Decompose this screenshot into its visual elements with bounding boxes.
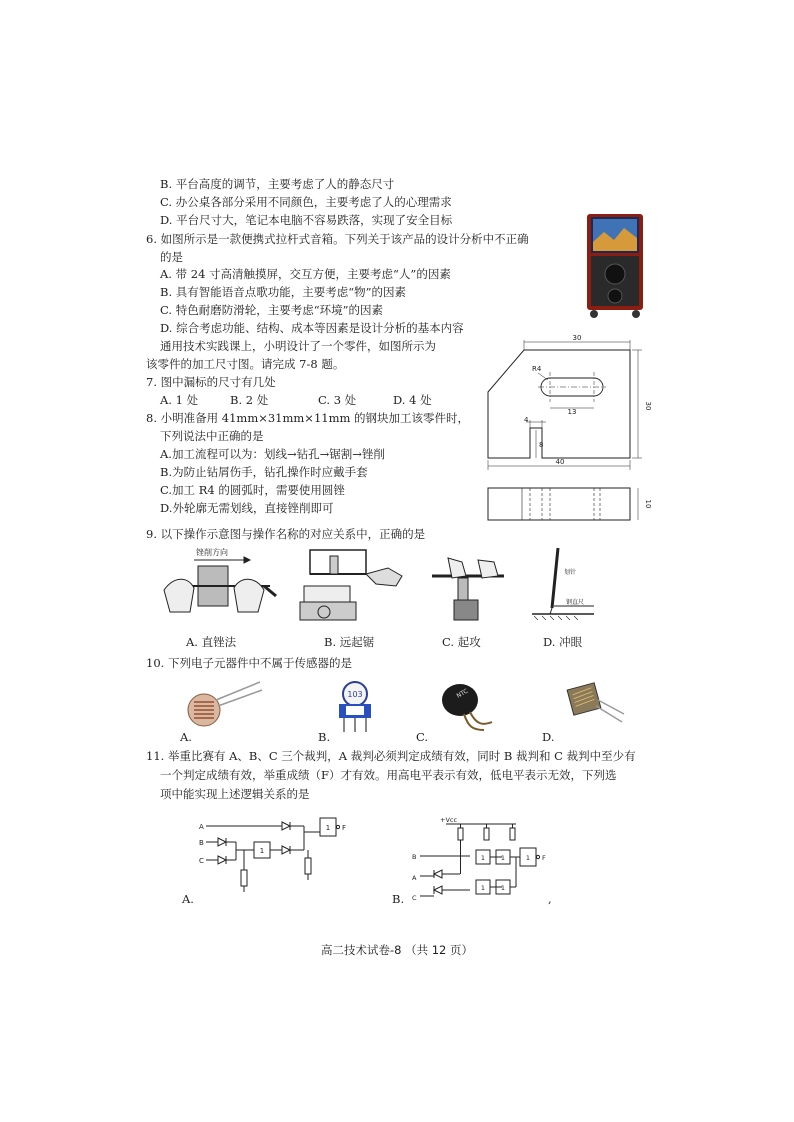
circuit-a-gate-2: 1 bbox=[325, 824, 331, 832]
potentiometer-image bbox=[330, 680, 380, 736]
circuit-a-input-a: A bbox=[199, 823, 204, 831]
circuit-b bbox=[406, 814, 556, 904]
circuit-a-output-f: F bbox=[342, 824, 347, 832]
q11-line-2: 一个判定成绩有效，举重成绩（F）才有效。用高电平表示有效，低电平表示无效，下列选 bbox=[160, 768, 617, 782]
q6-stem-cont: 的是 bbox=[160, 250, 183, 264]
dim-13: 13 bbox=[567, 408, 577, 416]
q10-stem: 10. 下列电子元器件中不属于传感器的是 bbox=[146, 656, 352, 670]
q9-caption-c: C. 起攻 bbox=[442, 635, 481, 649]
q7-option-d: D. 4 处 bbox=[393, 393, 432, 407]
circuit-b-input-c: C bbox=[412, 894, 417, 902]
q8-option-a: A.加工流程可以为：划线→钻孔→锯割→锉削 bbox=[160, 447, 385, 461]
circuit-b-gate-5: 1 bbox=[525, 854, 531, 862]
center-punch-illustration bbox=[528, 546, 598, 622]
option-5d: D. 平台尺寸大，笔记本电脑不容易跌落，实现了安全目标 bbox=[160, 213, 453, 227]
file-direction-label: 锉削方向 bbox=[196, 548, 228, 557]
q9-stem: 9. 以下操作示意图与操作名称的对应关系中，正确的是 bbox=[146, 527, 426, 541]
circuit-b-gate-3: 1 bbox=[500, 854, 506, 862]
circuit-b-gate-2: 1 bbox=[480, 884, 486, 892]
q8-option-b: B.为防止钻屑伤手，钻孔操作时应戴手套 bbox=[160, 465, 368, 479]
q6-option-d: D. 综合考虑功能、结构、成本等因素是设计分析的基本内容 bbox=[160, 321, 464, 335]
q6-option-a: A. 带 24 寸高清触摸屏，交互方便，主要考虑“人”的因素 bbox=[160, 267, 451, 281]
q9-caption-a: A. 直锉法 bbox=[186, 635, 237, 649]
steel-ruler-label: 钢直尺 bbox=[566, 599, 585, 606]
q10-caption-a: A. bbox=[180, 730, 192, 744]
photoresistor-image bbox=[180, 676, 266, 730]
humidity-sensor-image bbox=[566, 680, 626, 730]
circuit-b-input-b: B bbox=[412, 853, 417, 861]
option-5b: B. 平台高度的调节，主要考虑了人的静态尺寸 bbox=[160, 177, 395, 191]
circuit-a-gate-1: 1 bbox=[259, 847, 265, 855]
q10-caption-c: C. bbox=[416, 730, 429, 744]
sawing-illustration bbox=[296, 546, 408, 626]
dim-4: 4 bbox=[524, 416, 529, 424]
circuit-a-input-b: B bbox=[199, 839, 204, 847]
q8-stem-cont: 下列说法中正确的是 bbox=[160, 429, 264, 443]
q9-caption-b: B. 远起锯 bbox=[324, 635, 375, 649]
dim-r4: R4 bbox=[532, 365, 542, 373]
q8-option-d: D.外轮廓无需划线，直接锉削即可 bbox=[160, 501, 334, 515]
q11-line-1: 11. 举重比赛有 A、B、C 三个裁判，A 裁判必须判定成绩有效，同时 B 裁判和 C 裁判中至少有 bbox=[146, 749, 636, 763]
pot-code: 103 bbox=[347, 690, 363, 699]
q10-caption-b: B. bbox=[318, 730, 331, 744]
circuit-b-gate-1: 1 bbox=[480, 854, 486, 862]
dim-40: 40 bbox=[555, 458, 565, 466]
ntc-label: NTC bbox=[455, 687, 470, 700]
q11-line-3: 项中能实现上述逻辑关系的是 bbox=[160, 787, 310, 801]
speaker-image bbox=[584, 212, 646, 320]
tapping-illustration bbox=[428, 548, 512, 626]
circuit-b-gate-4: 1 bbox=[500, 884, 506, 892]
q7-stem: 7. 图中漏标的尺寸有几处 bbox=[146, 375, 276, 389]
dim-8: 8 bbox=[539, 441, 544, 449]
dim-10: 10 bbox=[644, 499, 652, 509]
q7-option-c: C. 3 处 bbox=[318, 393, 357, 407]
part-dimension-drawing bbox=[476, 330, 656, 530]
q7-option-b: B. 2 处 bbox=[230, 393, 269, 407]
circuit-a bbox=[196, 812, 366, 896]
option-5c: C. 办公桌各部分采用不同颜色，主要考虑了人的心理需求 bbox=[160, 195, 452, 209]
scriber-label: 划针 bbox=[564, 569, 577, 576]
circuit-b-vcc: +Vcc bbox=[440, 816, 458, 824]
q78-intro-2: 该零件的加工尺寸图。请完成 7-8 题。 bbox=[146, 357, 345, 371]
dim-30-vertical: 30 bbox=[644, 401, 652, 411]
ntc-thermistor-image bbox=[436, 678, 494, 732]
q7-option-a: A. 1 处 bbox=[160, 393, 199, 407]
page-footer: 高二技术试卷-8 （共 12 页） bbox=[320, 943, 474, 957]
q6-option-c: C. 特色耐磨防滑轮，主要考虑“环境”的因素 bbox=[160, 303, 383, 317]
q8-stem: 8. 小明准备用 41mm×31mm×11mm 的钢块加工该零件时， bbox=[146, 411, 470, 425]
q6-stem: 6. 如图所示是一款便携式拉杆式音箱。下列关于该产品的设计分析中不正确 bbox=[146, 232, 529, 246]
q10-caption-d: D. bbox=[542, 730, 555, 744]
circuit-a-input-c: C bbox=[199, 857, 204, 865]
q78-intro-1: 通用技术实践课上，小明设计了一个零件，如图所示为 bbox=[160, 339, 436, 353]
q11-caption-a: A. bbox=[182, 892, 194, 906]
q6-option-b: B. 具有智能语音点歌功能，主要考虑“物”的因素 bbox=[160, 285, 407, 299]
q8-option-c: C.加工 R4 的圆弧时，需要使用圆锉 bbox=[160, 483, 345, 497]
q11-trailing-comma: , bbox=[548, 892, 552, 906]
circuit-b-input-a: A bbox=[412, 874, 417, 882]
dim-30-top: 30 bbox=[572, 334, 582, 342]
q11-caption-b: B. bbox=[392, 892, 405, 906]
filing-illustration bbox=[160, 546, 278, 622]
q9-caption-d: D. 冲眼 bbox=[543, 635, 583, 649]
circuit-b-output-f: F bbox=[542, 854, 546, 862]
